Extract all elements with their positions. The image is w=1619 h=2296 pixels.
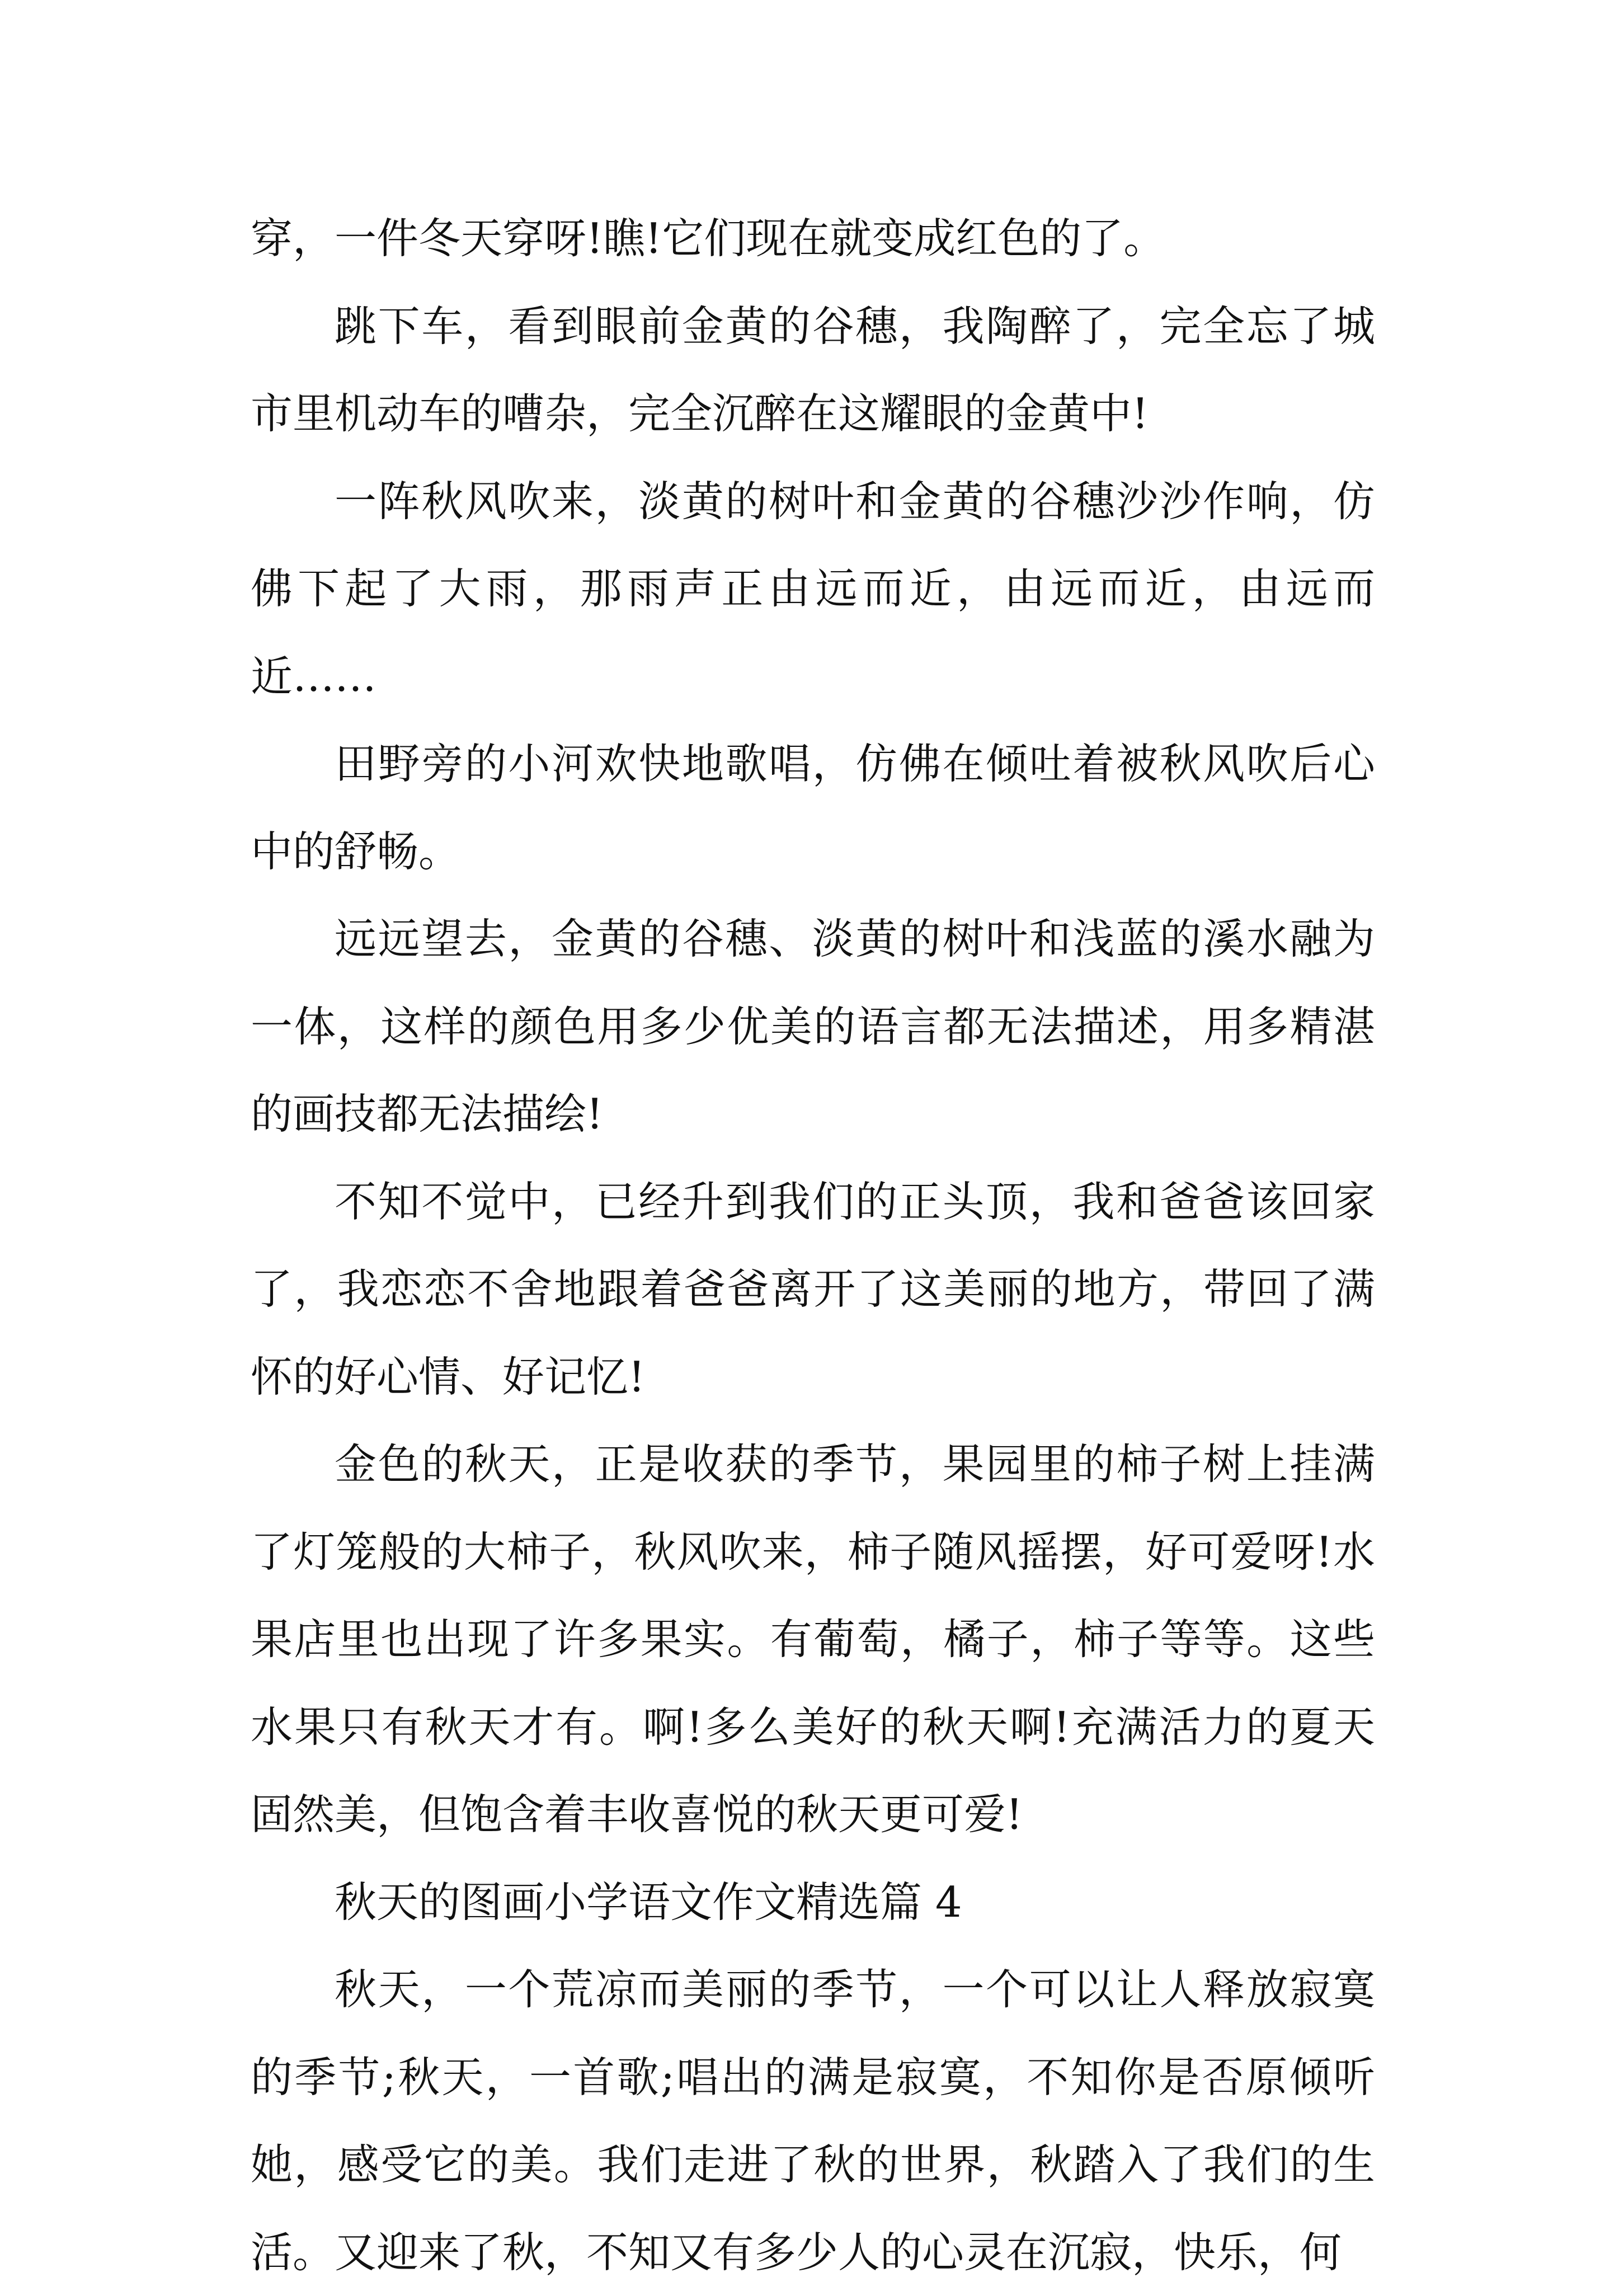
section-heading: 秋天的图画小学语文作文精选篇 4	[335, 1877, 962, 1927]
paragraph: 田野旁的小河欢快地歌唱，仿佛在倾吐着被秋风吹后心中的舒畅。	[251, 739, 1375, 876]
paragraph: 跳下车，看到眼前金黄的谷穗，我陶醉了，完全忘了城市里机动车的嘈杂，完全沉醉在这耀眼的金黄中!	[251, 301, 1375, 438]
paragraph: 远远望去，金黄的谷穗、淡黄的树叶和浅蓝的溪水融为一体，这样的颜色用多少优美的语言都无法描述，用多精湛的画技都无法描绘!	[251, 914, 1375, 1138]
document-body	[251, 195, 1375, 2296]
paragraph: 穿，一件冬天穿呀!瞧!它们现在就变成红色的了。	[251, 214, 1166, 263]
paragraph: 一阵秋风吹来，淡黄的树叶和金黄的谷穗沙沙作响，仿佛下起了大雨，那雨声正由远而近，由远而近，由远而近……	[251, 476, 1375, 701]
paragraph: 不知不觉中，已经升到我们的正头顶，我和爸爸该回家了，我恋恋不舍地跟着爸爸离开了这美丽的地方，带回了满怀的好心情、好记忆!	[251, 1177, 1375, 1401]
paragraph: 秋天，一个荒凉而美丽的季节，一个可以让人释放寂寞的季节;秋天，一首歌;唱出的满是寂寞，不知你是否原倾听她，感受它的美。我们走进了秋的世界，秋踏入了我们的生活。又迎来了秋，不知又有多少人的心灵在沉寂，快乐，何	[251, 1965, 1375, 2277]
paragraph: 金色的秋天，正是收获的季节，果园里的柿子树上挂满了灯笼般的大柿子，秋风吹来，柿子随风摇摆，好可爱呀!水果店里也出现了许多果实。有葡萄，橘子，柿子等等。这些水果只有秋天才有。啊!多么美好的秋天啊!充满活力的夏天固然美，但饱含着丰收喜悦的秋天更可爱!	[251, 1439, 1375, 1839]
